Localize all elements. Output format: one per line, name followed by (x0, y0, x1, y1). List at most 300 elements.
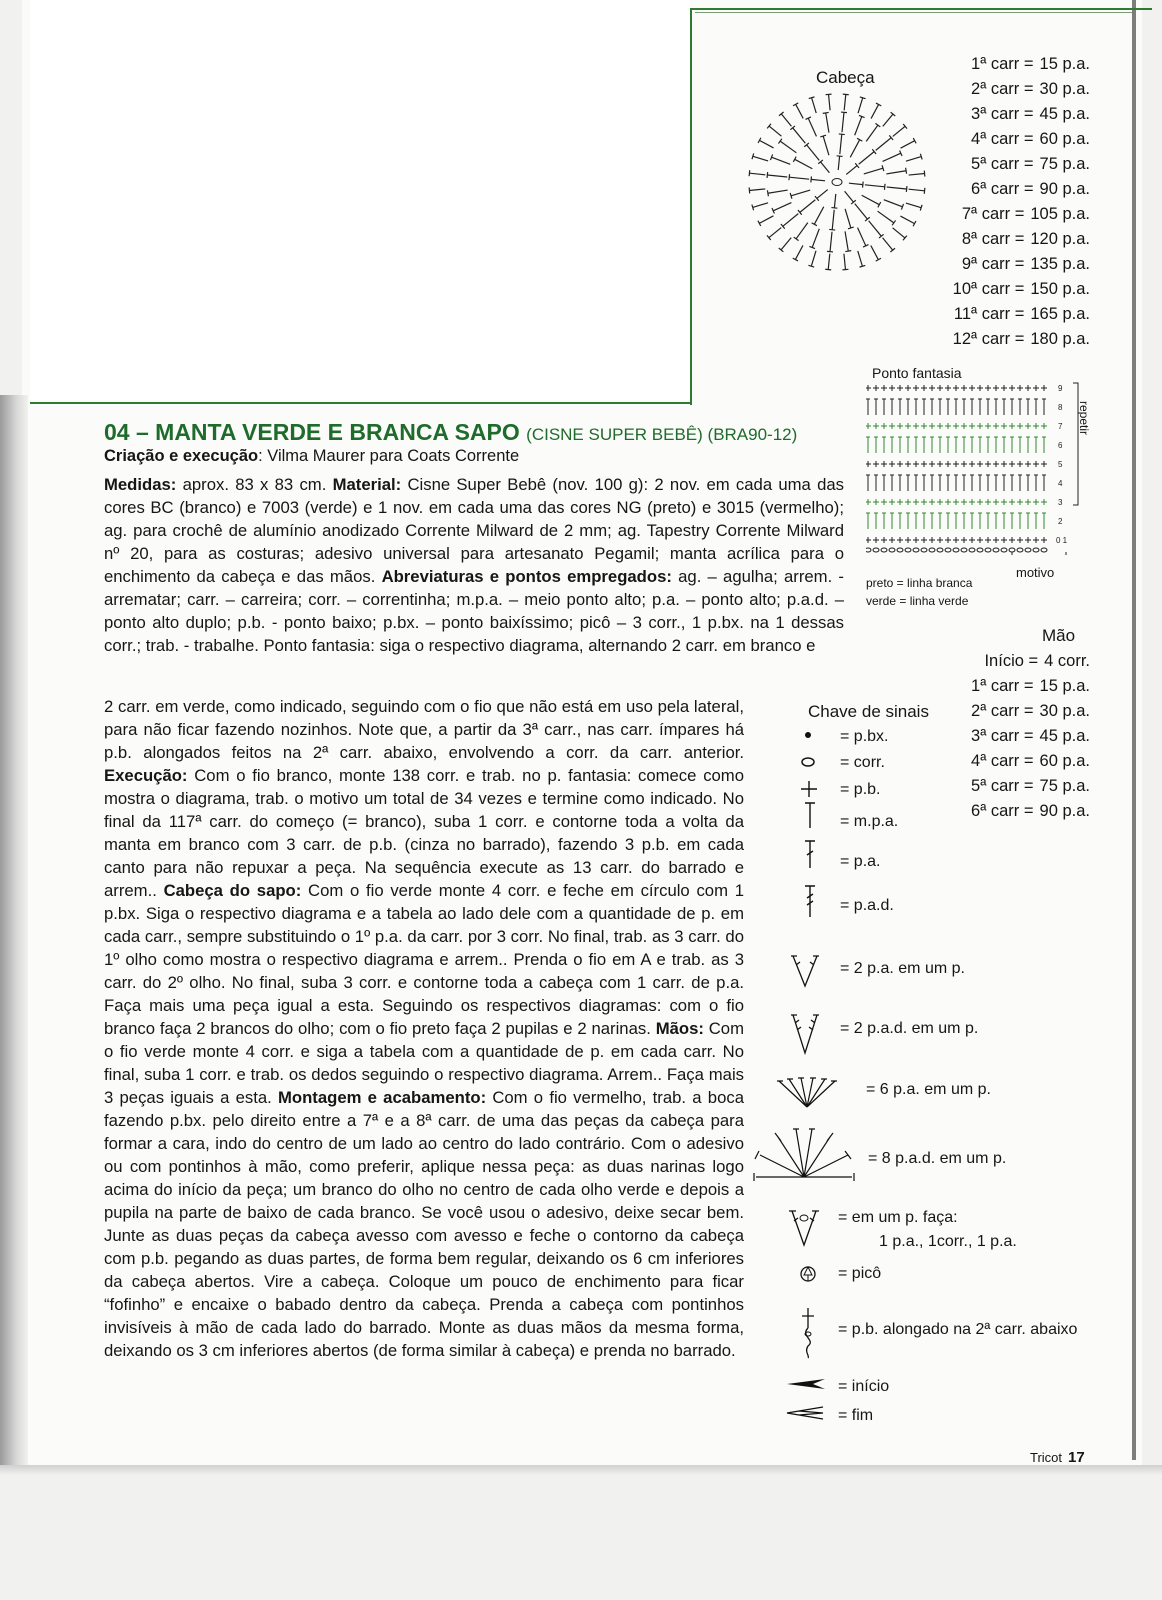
pattern-stitch (881, 385, 887, 391)
stitch-mark (901, 141, 915, 149)
stitch-top (767, 190, 768, 196)
stitch-top (882, 165, 884, 171)
pattern-stitch (1002, 513, 1006, 529)
pattern-stitch (994, 437, 998, 453)
symbol-key-title: Chave de sinais (808, 702, 929, 721)
stitch-top (841, 112, 847, 113)
stitch-mark (759, 216, 773, 224)
pattern-stitch (930, 399, 934, 415)
key-label: = 8 p.a.d. em um p. (868, 1150, 1007, 1167)
chain-stitch (1025, 548, 1031, 552)
pattern-stitch (937, 461, 943, 467)
chain-stitch (881, 548, 887, 552)
row-number: 3 (1058, 498, 1063, 507)
chain-stitch (985, 548, 991, 552)
pattern-stitch (929, 499, 935, 505)
chain-stitch (1041, 548, 1047, 552)
stitch-top (837, 156, 843, 157)
pattern-stitch (954, 399, 958, 415)
pattern-stitch (1010, 513, 1014, 529)
stitch-top (860, 265, 866, 267)
pattern-stitch (930, 475, 934, 491)
pattern-stitch (1002, 437, 1006, 453)
pattern-stitch (970, 513, 974, 529)
page-footer: Tricot 17 (1030, 1449, 1085, 1466)
pattern-stitch (1009, 423, 1015, 429)
pattern-stitch (897, 461, 903, 467)
key-label: = 2 p.a.d. em um p. (840, 1020, 979, 1037)
pattern-stitch (986, 399, 990, 415)
pattern-stitch (977, 537, 983, 543)
scan-shadow-bottom (0, 1465, 1162, 1475)
head-row: 4ª carr = 60 p.a. (971, 130, 1090, 148)
repeat-label: repetir (1077, 401, 1091, 436)
stitch-mark (780, 141, 796, 153)
pattern-stitch (1025, 537, 1031, 543)
stitch-mark (830, 232, 832, 252)
stitch-mark (812, 229, 819, 248)
pattern-stitch (946, 437, 950, 453)
head-diagram-title: Cabeça (816, 68, 875, 87)
pattern-stitch (929, 423, 935, 429)
half-double-symbol (802, 800, 818, 830)
pattern-stitch (1025, 423, 1031, 429)
head-row: 11ª carr = 165 p.a. (953, 305, 1090, 323)
pattern-stitch (929, 537, 935, 543)
pattern-stitch (922, 399, 926, 415)
pattern-stitch (1034, 475, 1038, 491)
stitch-mark (878, 211, 894, 223)
pattern-stitch (993, 423, 999, 429)
stitch-top (884, 184, 885, 190)
pattern-stitch (866, 385, 871, 391)
pattern-stitch (930, 513, 934, 529)
stitch-mark (759, 140, 773, 148)
pattern-stitch (1033, 385, 1039, 391)
pattern-stitch (922, 513, 926, 529)
key-label: = fim (838, 1407, 874, 1424)
chain-stitch (977, 548, 983, 552)
page-number: 17 (1068, 1449, 1085, 1466)
pattern-stitch (938, 513, 942, 529)
pattern-stitch (889, 385, 895, 391)
pattern-stitch (1018, 513, 1022, 529)
pattern-stitch (881, 461, 887, 467)
pattern-stitch (1010, 475, 1014, 491)
pattern-stitch (913, 423, 919, 429)
pattern-stitch (994, 399, 998, 415)
stitch-top (823, 112, 829, 113)
pattern-stitch (945, 461, 951, 467)
pattern-stitch (938, 399, 942, 415)
stitch-mark (909, 174, 925, 176)
stitch-mark (858, 228, 866, 246)
stitch-mark (886, 171, 906, 174)
stitch-top (860, 97, 866, 99)
stitch-mark (800, 200, 815, 213)
stitch-mark (814, 207, 823, 225)
pattern-stitch (1026, 475, 1030, 491)
article-paragraph-instructions: 2 carr. em verde, como indicado, seguindo com o fio que não está em uso pela lateral, para não ficar fazendo nozinhos. Note que, a partir da 3ª carr., nas carr. ímpares há p.b. alongados feitos na 2ª carr. abaixo, envolvendo a corr. da carr. anterior. Execução: Com o fio branco, monte 138 corr. e trab. no p. fantasia: comece como mostra o diagrama, trab. o motivo um total de 34 vezes e termine como indicado. No final da 117ª carr. do começo (= branco), suba 1 corr. e contorne toda a volta da manta em branco com 3 carr. de p.b. (cinza no barrado), fazendo 3 p.b. em cada canto para não repuxar a peça. Na sequência execute as 13 carr. do barrado e arrem.. Cabeça do sapo: Com o fio verde monte 4 corr. e feche em círculo com 1 p.bx. Siga o respectivo diagrama e a tabela ao lado dele com a quantidade de p. em cada carr., sempre substituindo o 1º p.a. da carr. por 3 corr. No final, trab. as 3 carr. do 1º olho como mostra o respectivo diagrama e arrem.. Prenda o fio em A e trab. as 3 carr. do 2º olho. No final, suba 3 corr. e contorne toda a cabeça com 1 carr. de p.a. Faça mais uma peça igual a esta. Seguindo os respectivos diagramas: com o fio branco faça 2 brancos do olho; com o fio preto faça 2 pupilas e 2 narinas. Mãos: Com o fio verde monte 4 corr. e siga a tabela com a quantidade de p. em cada carr. No final, suba 1 corr. e trab. os dedos seguindo o respectivo diagrama. Arrem.. Faça mais 3 peças iguais a esta. Montagem e acabamento: Com o fio vermelho, trab. a boca fazendo p.bx. pelo direito entre a 7ª e a 8ª carr. de uma das peças da cabeça para formar a cara, indo do centro de um lado ao centro do lado contrário. Com o adesivo ou com pontinhos à mão, como preferir, aplique nessa peça: as duas narinas logo acima do início da peça; um branco do olho no centro de cada olho verde e depois a pupila na parte de baixo de cada branco. Se você usou o adesivo, deixe secar bem. Junte as duas peças da cabeça avesso com avesso e feche o contorno da cabeça com p.b. pegando as duas partes, de forma bem regular, deixando os 6 cm inferiores da cabeça abertos. Vire a cabeça. Coloque um pouco de enchimento para ficar “fofinho” e encaixe o babado dentro da cabeça. Prenda a cabeça com pontinhos invisíveis à mão de cada lado do barrado. Monte as duas mãos da mesma forma, deixando os 3 cm inferiores abertos (de forma similar à cabeça) e prenda no barrado. (104, 697, 744, 1360)
pattern-stitch (866, 461, 871, 467)
stitch-top (790, 193, 792, 199)
stitch-mark (829, 94, 831, 110)
key-label: = início (838, 1378, 890, 1395)
pattern-stitch (898, 513, 902, 529)
pattern-stitch (969, 499, 975, 505)
stitch-top (809, 97, 815, 99)
stitch-top (829, 229, 835, 230)
pattern-stitch (913, 385, 919, 391)
stitch-mark (817, 190, 828, 199)
pattern-stitch (866, 437, 870, 453)
pattern-stitch (866, 399, 870, 415)
stitch-mark (884, 200, 903, 207)
stitch-mark (865, 185, 885, 187)
stitch-mark (773, 203, 791, 211)
pattern-stitch (889, 537, 895, 543)
pattern-stitch (922, 437, 926, 453)
hand-row-table (958, 652, 1090, 827)
pattern-stitch (961, 423, 967, 429)
stitch-mark (767, 175, 787, 177)
chain-stitch (937, 548, 943, 552)
stitch-mark (749, 189, 765, 191)
pattern-stitch (993, 537, 999, 543)
pattern-stitch (978, 399, 982, 415)
pattern-stitch (874, 513, 878, 529)
pattern-stitch (914, 437, 918, 453)
pattern-stitch (1009, 537, 1015, 543)
pattern-stitch (1017, 537, 1023, 543)
stitch-top (924, 171, 925, 177)
pattern-stitch (1001, 499, 1007, 505)
pattern-stitch (873, 461, 879, 467)
pattern-stitch (945, 537, 951, 543)
row-number: 0 1 (1056, 536, 1068, 545)
pattern-stitch (913, 461, 919, 467)
stitch-mark (795, 245, 803, 259)
stitch-top (825, 269, 831, 270)
pattern-stitch (945, 499, 951, 505)
chain-stitch (1017, 548, 1023, 552)
pattern-stitch (946, 399, 950, 415)
dc-ch-dc-symbol (788, 1208, 822, 1248)
pattern-stitch (906, 437, 910, 453)
stitch-mark (844, 254, 846, 270)
long-sc-symbol (797, 1306, 819, 1360)
pattern-stitch (1033, 499, 1039, 505)
pattern-stitch (962, 399, 966, 415)
stitch-mark (845, 231, 848, 251)
stitch-mark (789, 177, 809, 179)
row-number: 2 (1058, 517, 1063, 526)
article-paragraph-materials: Medidas: aprox. 83 x 83 cm. Material: Cisne Super Bebê (nov. 100 g): 2 nov. em cada uma das cores BC (branco) e 7003 (verde) e 1 nov. em cada uma das cores NG (preto) e 3015 (vermelho); ag. para crochê de alumínio anodizado Corrente Milward de 2 mm; ag. Tapestry Corrente Milward nº 20, para as costuras; adesivo universal para artesanato Pegamil; manta acrílica para o enchimento da cabeça e das mãos. Abreviaturas e pontos empregados: ag. – agulha; arrem. - arrematar; carr. – carreira; corr. – correntinha; m.p.a. – meio ponto alto; p.a. – ponto alto; p.a.d. – ponto alto duplo; p.b. - ponto baixo; p.bx. – ponto baixíssimo; picô – 3 corr., 1 p.bx. na 1 dessas corr.; trab. - trabalhe. Ponto fantasia: siga o respectivo diagrama, alternando 2 carr. em branco e (104, 475, 844, 655)
pattern-stitch (953, 423, 959, 429)
key-label: = p.a.d. (840, 897, 894, 914)
pattern-stitch (1034, 399, 1038, 415)
stitch-mark (840, 134, 842, 154)
chain-stitch (945, 548, 951, 552)
stitch-mark (862, 195, 880, 204)
pattern-stitch (1001, 461, 1007, 467)
row-number: 6 (1058, 441, 1063, 450)
blank-overlay-area (30, 0, 690, 400)
stitch-mark (876, 138, 891, 151)
pattern-stitch (945, 385, 951, 391)
stitch-mark (823, 136, 829, 155)
pattern-stitch (985, 499, 991, 505)
pattern-stitch (873, 499, 879, 505)
stitch-top (831, 208, 837, 209)
pattern-stitch (962, 437, 966, 453)
stitch-mark (783, 214, 798, 227)
stitch-mark (796, 104, 804, 118)
stitch-mark (769, 126, 781, 136)
key-label: = corr. (840, 754, 885, 771)
pattern-stitch (873, 537, 879, 543)
pattern-stitch (866, 475, 870, 491)
pattern-stitch (921, 385, 927, 391)
key-label: = p.b. alongado na 2ª carr. abaixo (838, 1321, 1078, 1338)
pattern-stitch (1041, 385, 1047, 391)
motif-label: motivo (1016, 565, 1055, 580)
stitch-mark (812, 98, 817, 113)
stitch-mark (768, 190, 788, 193)
pattern-stitch (993, 461, 999, 467)
pattern-stitch (978, 437, 982, 453)
pattern-stitch (946, 513, 950, 529)
pattern-stitch (1025, 461, 1031, 467)
hand-table-title: Mão (1042, 626, 1076, 645)
pattern-stitch (897, 499, 903, 505)
stitch-mark (858, 98, 863, 113)
pattern-stitch (985, 537, 991, 543)
stitch-pattern-title: Ponto fantasia (872, 365, 962, 381)
pattern-stitch (898, 475, 902, 491)
pattern-stitch (905, 461, 911, 467)
pattern-stitch (961, 385, 967, 391)
stitch-mark (906, 157, 921, 162)
pattern-stitch (906, 475, 910, 491)
row-number: 5 (1058, 460, 1063, 469)
row-number: 4 (1058, 479, 1063, 488)
stitch-top (839, 134, 845, 135)
chain-stitch (913, 548, 919, 552)
pattern-stitch (961, 461, 967, 467)
pattern-stitch (882, 513, 886, 529)
hand-row: 4ª carr = 60 p.a. (971, 752, 1090, 770)
stitch-pattern-diagram (866, 380, 1106, 555)
two-dc-one-stitch-symbol (790, 953, 820, 989)
stitch-mark (781, 238, 791, 250)
stitch-mark (795, 159, 813, 168)
pattern-stitch (906, 513, 910, 529)
pattern-stitch (969, 385, 975, 391)
stitch-mark (772, 157, 791, 164)
pattern-stitch (889, 423, 895, 429)
head-row: 7ª carr = 105 p.a. (961, 205, 1090, 223)
stitch-top (920, 205, 922, 211)
key-label: = p.bx. (840, 728, 889, 745)
green-divider-line (30, 402, 692, 404)
pattern-stitch (978, 475, 982, 491)
pattern-stitch (937, 537, 943, 543)
stitch-mark (883, 114, 893, 126)
two-tr-one-stitch-symbol (790, 1012, 820, 1056)
stitch-mark (844, 94, 846, 110)
stitch-mark (883, 238, 893, 250)
pattern-stitch (866, 423, 871, 429)
pattern-stitch (1041, 499, 1047, 505)
head-crochet-diagram (745, 90, 930, 275)
pattern-stitch (961, 537, 967, 543)
pattern-stitch (937, 423, 943, 429)
pattern-stitch (994, 475, 998, 491)
stitch-mark (821, 162, 830, 173)
pattern-stitch (1009, 385, 1015, 391)
pattern-stitch (937, 499, 943, 505)
pattern-stitch (930, 437, 934, 453)
pattern-stitch (1025, 385, 1031, 391)
pattern-stitch (881, 423, 887, 429)
stitch-top (827, 251, 833, 252)
head-row-table (952, 55, 1090, 355)
pattern-stitch (1026, 513, 1030, 529)
chain-stitch (905, 548, 911, 552)
stitch-mark (893, 228, 905, 238)
stitch-mark (883, 153, 901, 161)
stitch-mark (845, 209, 851, 228)
pattern-stitch (1010, 437, 1014, 453)
pattern-stitch (881, 537, 887, 543)
row-number: 7 (1058, 422, 1063, 431)
stitch-mark (893, 126, 905, 136)
article-title: 04 – MANTA VERDE E BRANCA SAPO (CISNE SUPER BEBÊ) (BRA90-12) (104, 419, 798, 445)
pattern-stitch (961, 499, 967, 505)
stitch-mark (859, 152, 874, 165)
legend-black-line: preto = linha branca (866, 576, 973, 590)
pattern-stitch (977, 423, 983, 429)
stitch-mark (781, 114, 791, 126)
pattern-stitch (938, 475, 942, 491)
stitch-top (820, 135, 826, 137)
stitch-mark (834, 194, 835, 208)
stitch-top (924, 188, 925, 194)
pattern-stitch (962, 513, 966, 529)
head-row: 6ª carr = 90 p.a. (971, 180, 1090, 198)
pattern-stitch (1010, 399, 1014, 415)
hand-row: 3ª carr = 45 p.a. (971, 727, 1090, 745)
hand-row: 5ª carr = 75 p.a. (971, 777, 1090, 795)
stitch-mark (793, 128, 806, 143)
scan-shadow-left (0, 395, 28, 1475)
article (104, 419, 844, 657)
pattern-stitch (1042, 437, 1046, 453)
stitch-mark (832, 210, 834, 230)
pattern-stitch (1041, 461, 1047, 467)
pattern-stitch (882, 475, 886, 491)
stitch-top (920, 154, 922, 160)
pattern-stitch (1017, 385, 1023, 391)
stitch-mark (791, 190, 810, 196)
stitch-top (848, 227, 854, 229)
pattern-stitch (986, 475, 990, 491)
chain-stitch (969, 548, 975, 552)
stitch-mark (900, 216, 914, 224)
stitch-mark (796, 223, 808, 239)
pattern-stitch (890, 399, 894, 415)
pattern-stitch (986, 513, 990, 529)
pattern-stitch (954, 513, 958, 529)
pattern-stitch (890, 475, 894, 491)
pattern-stitch (1034, 513, 1038, 529)
stitch-top (749, 187, 750, 193)
head-row: 9ª carr = 135 p.a. (961, 255, 1090, 273)
pattern-stitch (1017, 461, 1023, 467)
start-arrow-symbol (785, 1377, 829, 1391)
pattern-stitch (866, 537, 871, 543)
legend-green-line: verde = linha verde (866, 594, 969, 608)
pattern-stitch (914, 399, 918, 415)
pattern-stitch (993, 385, 999, 391)
stitch-mark (749, 173, 765, 175)
pattern-stitch (1018, 437, 1022, 453)
hand-row: 1ª carr = 15 p.a. (971, 677, 1090, 695)
pattern-stitch (994, 513, 998, 529)
stitch-mark (858, 251, 863, 266)
pattern-stitch (921, 499, 927, 505)
key-label: = m.p.a. (840, 813, 899, 830)
stitch-mark (855, 117, 862, 136)
pattern-stitch (921, 537, 927, 543)
chain-stitch (953, 548, 959, 552)
pattern-stitch (985, 423, 991, 429)
pattern-stitch (954, 437, 958, 453)
stitch-top (767, 172, 768, 178)
stitch-mark (811, 251, 816, 266)
chain-stitch (897, 548, 903, 552)
head-row: 1ª carr = 15 p.a. (971, 55, 1090, 73)
pattern-stitch (929, 385, 935, 391)
hand-row: 2ª carr = 30 p.a. (971, 702, 1090, 720)
pattern-stitch (1002, 399, 1006, 415)
stitch-top (892, 220, 896, 225)
chain-stitch (1001, 548, 1007, 552)
double-crochet-symbol (802, 838, 818, 870)
end-arrow-symbol (785, 1405, 829, 1421)
pattern-stitch (1041, 537, 1047, 543)
pattern-stitch (1033, 461, 1039, 467)
stitch-mark (828, 254, 830, 270)
pattern-stitch (993, 499, 999, 505)
pattern-stitch (1017, 499, 1023, 505)
chain-stitch (866, 548, 871, 552)
key-label: 1 p.a., 1corr., 1 p.a. (879, 1233, 1017, 1250)
pattern-stitch (938, 437, 942, 453)
chain-stitch-symbol (798, 755, 818, 769)
pattern-stitch (1001, 385, 1007, 391)
stitch-top (826, 94, 832, 95)
pattern-stitch (977, 385, 983, 391)
pattern-stitch (1042, 513, 1046, 529)
stitch-mark (866, 125, 878, 141)
pattern-stitch (1034, 437, 1038, 453)
pattern-stitch (866, 513, 870, 529)
stitch-mark (864, 168, 883, 174)
stitch-top (842, 269, 848, 270)
treble-crochet-symbol (802, 883, 818, 919)
